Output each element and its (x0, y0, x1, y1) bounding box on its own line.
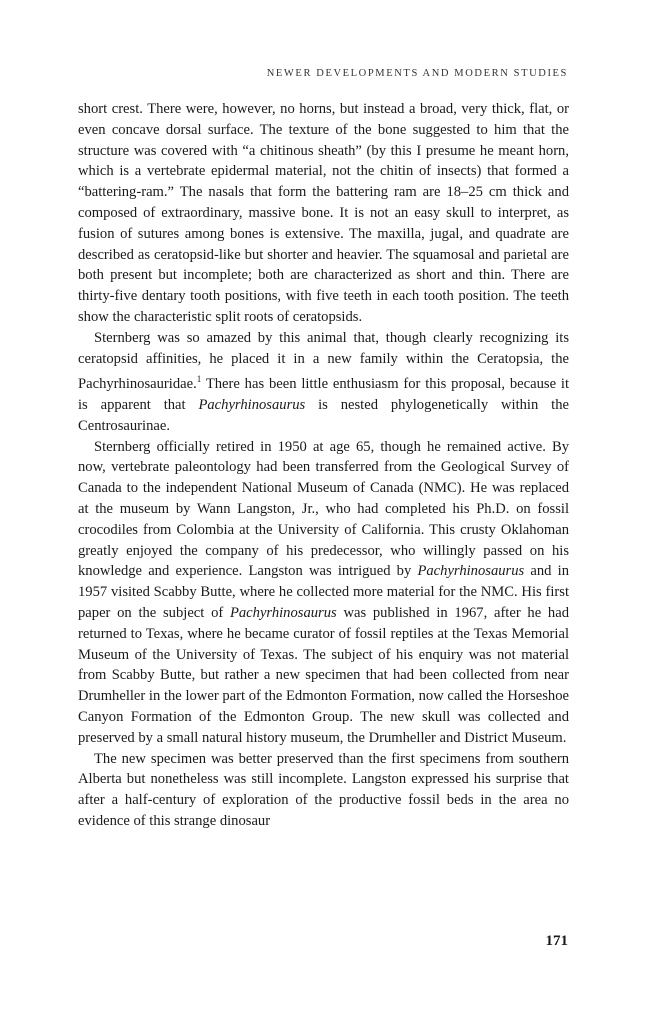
text-run: The new specimen was better preserved than the first specimens from southern Alberta but nonetheless was still incomplete. Langston expressed his surprise that after a half-century of exploration of the productive fossil beds in the area no evidence of this strange dinosaur (78, 750, 569, 829)
text-run: and in 1957 visited Scabby Butte, where he collected more material for the NMC. His first paper on the subject of (78, 563, 569, 621)
running-head: NEWER DEVELOPMENTS AND MODERN STUDIES (266, 68, 568, 79)
body-text (78, 99, 569, 832)
text-run: was published in 1967, after he had returned to Texas, where he became curator of fossil reptiles at the Texas Memorial Museum of the University of Texas. The subject of his enquiry was not material from Scabby Butte, but rather a new specimen that had been collected from near Drumheller in the lower part of the Edmonton Formation, now called the Horseshoe Canyon Formation of the Edmonton Group. The new skull was collected and preserved by a small natural history museum, the Drumheller and District Museum. (78, 604, 569, 746)
body-paragraph (78, 749, 569, 832)
body-paragraph (78, 99, 569, 328)
footnote-reference: 1 (196, 374, 202, 385)
text-run: is nested phylogenetically within the Centrosaurinae. (78, 397, 569, 434)
text-run: Sternberg was so amazed by this animal that, though clearly recognizing its ceratopsid affinities, he placed it in a new family within the Ceratopsia, the Pachyrhinosauridae. (78, 329, 569, 393)
body-paragraph (78, 328, 569, 437)
page-number: 171 (545, 933, 568, 949)
text-run: Sternberg officially retired in 1950 at age 65, though he remained active. By now, vertebrate paleontology had been transferred from the Geological Survey of Canada to the independent National Museum of Canada (NMC). He was replaced at the museum by Wann Langston, Jr., who had completed his Ph.D. on fossil crocodiles from Colombia at the University of California. This crusty Oklahoman greatly enjoyed the company of his predecessor, who willingly passed on his knowledge and experience. Langston was intrigued by (78, 438, 569, 580)
taxon-name: Pachyrhinosaurus (417, 563, 525, 580)
body-paragraph (78, 437, 569, 749)
taxon-name: Pachyrhinosaurus (198, 397, 306, 414)
text-run: short crest. There were, however, no horns, but instead a broad, very thick, flat, or even concave dorsal surface. The texture of the bone suggested to him that the structure was covered with “a chitinous sheath” (by this I presume he meant horn, which is a vertebrate epidermal material, not the chitin of insects) that formed a “battering-ram.” The nasals that form the battering ram are 18–25 cm thick and composed of extraordinary, massive bone. It is not an easy skull to interpret, as fusion of sutures among bones is extensive. The maxilla, jugal, and quadrate are described as ceratopsid-like but shorter and heavier. The squamosal and parietal are both present but incomplete; both are characterized as short and thin. There are thirty-five dentary tooth positions, with five teeth in each tooth position. The teeth show the characteristic split roots of ceratopsids. (78, 101, 569, 325)
taxon-name: Pachyrhinosaurus (229, 604, 337, 621)
text-run: There has been little enthusiasm for this proposal, because it is apparent that (78, 376, 569, 414)
